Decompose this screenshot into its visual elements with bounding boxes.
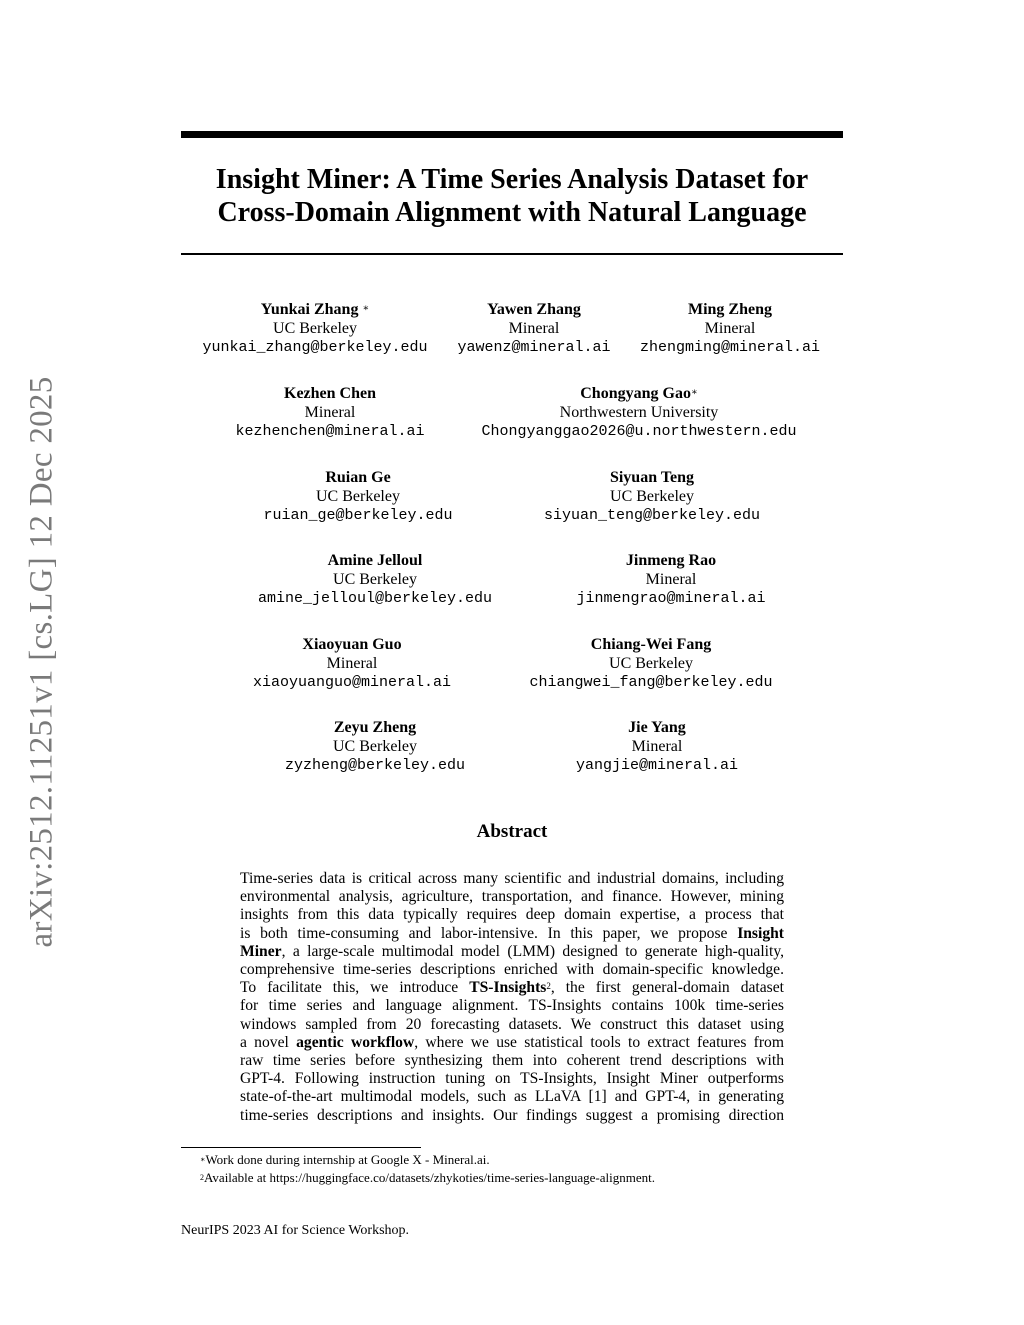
author-affiliation: Mineral [326,654,378,672]
footnote-mark: 2 [200,1173,204,1182]
author-block [253,636,451,692]
author-block [576,719,738,775]
abstract-heading: Abstract [476,821,548,842]
title-line-1: Insight Miner: A Time Series Analysis Dataset for [215,164,809,195]
author-footnote-mark: ∗ [362,303,370,314]
author-block [285,719,465,775]
footnote-mark: ∗ [200,1155,206,1164]
author-email[interactable]: Chongyanggao2026@u.northwestern.edu [481,423,797,440]
author-name: Amine Jelloul [327,552,423,569]
author-block [258,552,492,608]
author-name: Kezhen Chen [284,385,376,402]
author-name: Ruian Ge [325,469,391,486]
author-email[interactable]: zyzheng@berkeley.edu [284,757,466,774]
author-block [576,552,765,608]
author-email[interactable]: kezhenchen@mineral.ai [235,423,425,440]
author-email[interactable]: siyuan_teng@berkeley.edu [543,507,761,524]
abstract-line: raw time series before synthesizing them into coherent trend descriptions with [240,1052,784,1070]
abstract-line: comprehensive time-series descriptions enriched with domain-specific knowledge. [240,961,784,979]
author-name: Ming Zheng [687,301,772,318]
abstract-line: Time-series data is critical across many scientific and industrial domains, including [240,870,784,887]
author-affiliation: UC Berkeley [333,570,417,588]
author-block [457,301,610,357]
abstract-line: insights from this data typically requires deep domain expertise, a process that [240,906,784,924]
author-block [202,301,427,357]
abstract-line: environmental analysis, agriculture, transportation, and finance. However, mining [240,888,784,906]
abstract-line: GPT-4. Following instruction tuning on TS-Insights, Insight Miner outperforms [240,1070,784,1088]
author-block [235,385,424,441]
author-name: Yunkai Zhang [260,301,359,318]
author-email[interactable]: zhengming@mineral.ai [639,339,821,356]
author-block [640,301,820,357]
author-name: Chiang-Wei Fang [590,636,712,653]
abstract-body [240,870,784,1125]
author-email[interactable]: yunkai_zhang@berkeley.edu [202,339,428,356]
abstract-line: state-of-the-art multimodal models, such as LLaVA [1] and GPT-4, in generating [240,1088,784,1106]
author-name: Yawen Zhang [487,301,581,318]
author-affiliation: UC Berkeley [273,319,357,337]
author-name: Zeyu Zheng [333,719,417,736]
title-top-rule [181,131,843,138]
author-affiliation: Mineral [704,319,756,337]
author-name: Siyuan Teng [609,469,695,486]
bold-term: agentic workflow [296,1033,415,1051]
author-email[interactable]: chiangwei_fang@berkeley.edu [529,674,773,691]
author-affiliation: UC Berkeley [610,487,694,505]
author-email[interactable]: xiaoyuanguo@mineral.ai [252,674,452,691]
footnote-ref[interactable]: 2 [546,981,551,992]
venue-note: NeurIPS 2023 AI for Science Workshop. [181,1223,410,1238]
footnote-text: Work done during internship at Google X - Mineral.ai. [205,1152,490,1167]
author-affiliation: UC Berkeley [333,737,417,755]
author-affiliation: Northwestern University [559,403,719,421]
author-affiliation: Mineral [508,319,560,337]
author-block [481,385,796,441]
abstract-line: Miner, a large-scale multimodal model (LMM) designed to generate high-quality, [240,942,784,960]
author-email[interactable]: yangjie@mineral.ai [575,757,739,774]
title-bottom-rule [181,253,843,255]
footnote-rule [181,1147,421,1148]
author-block [544,469,760,525]
author-footnote-mark: ∗ [690,387,698,398]
author-email[interactable]: ruian_ge@berkeley.edu [263,507,453,524]
author-email[interactable]: amine_jelloul@berkeley.edu [257,590,493,607]
author-name: Xiaoyuan Guo [302,636,402,653]
footnote-1 [200,1152,490,1168]
author-affiliation: Mineral [631,737,683,755]
abstract-line: To facilitate this, we introduce TS-Insights$^2$, the first general-domain dataset [240,979,784,997]
abstract-line: for time series and language alignment. TS-Insights contains 100k time-series [240,997,784,1015]
abstract-line: time-series descriptions and insights. Our findings suggest a promising direction [240,1106,784,1124]
bold-term: Miner [240,942,282,960]
author-name: Jinmeng Rao [625,552,717,569]
author-name: Chongyang Gao [580,385,691,402]
abstract-line: a novel agentic workflow, where we use statistical tools to extract features from [240,1033,784,1051]
author-name: Jie Yang [628,719,686,736]
author-block [529,636,772,692]
abstract-line: windows sampled from 20 forecasting datasets. We construct this dataset using [240,1015,784,1033]
footnote-2 [200,1170,655,1186]
author-email[interactable]: yawenz@mineral.ai [457,339,611,356]
footnote-text[interactable]: Available at https://huggingface.co/datasets/zhykoties/time-series-language-alignment. [204,1170,656,1185]
bold-term: Insight [737,924,784,942]
author-affiliation: Mineral [645,570,697,588]
bold-term: TS-Insights [469,979,547,997]
title-line-2: Cross-Domain Alignment with Natural Language [217,197,807,228]
author-affiliation: UC Berkeley [609,654,693,672]
author-block [263,469,452,525]
arxiv-identifier: arXiv:2512.11251v1 [cs.LG] 12 Dec 2025 [23,376,60,948]
author-affiliation: Mineral [304,403,356,421]
paper-title [181,163,843,229]
abstract-line: is both time-consuming and labor-intensive. In this paper, we propose Insight [240,924,784,942]
author-email[interactable]: jinmengrao@mineral.ai [576,590,766,607]
author-affiliation: UC Berkeley [316,487,400,505]
